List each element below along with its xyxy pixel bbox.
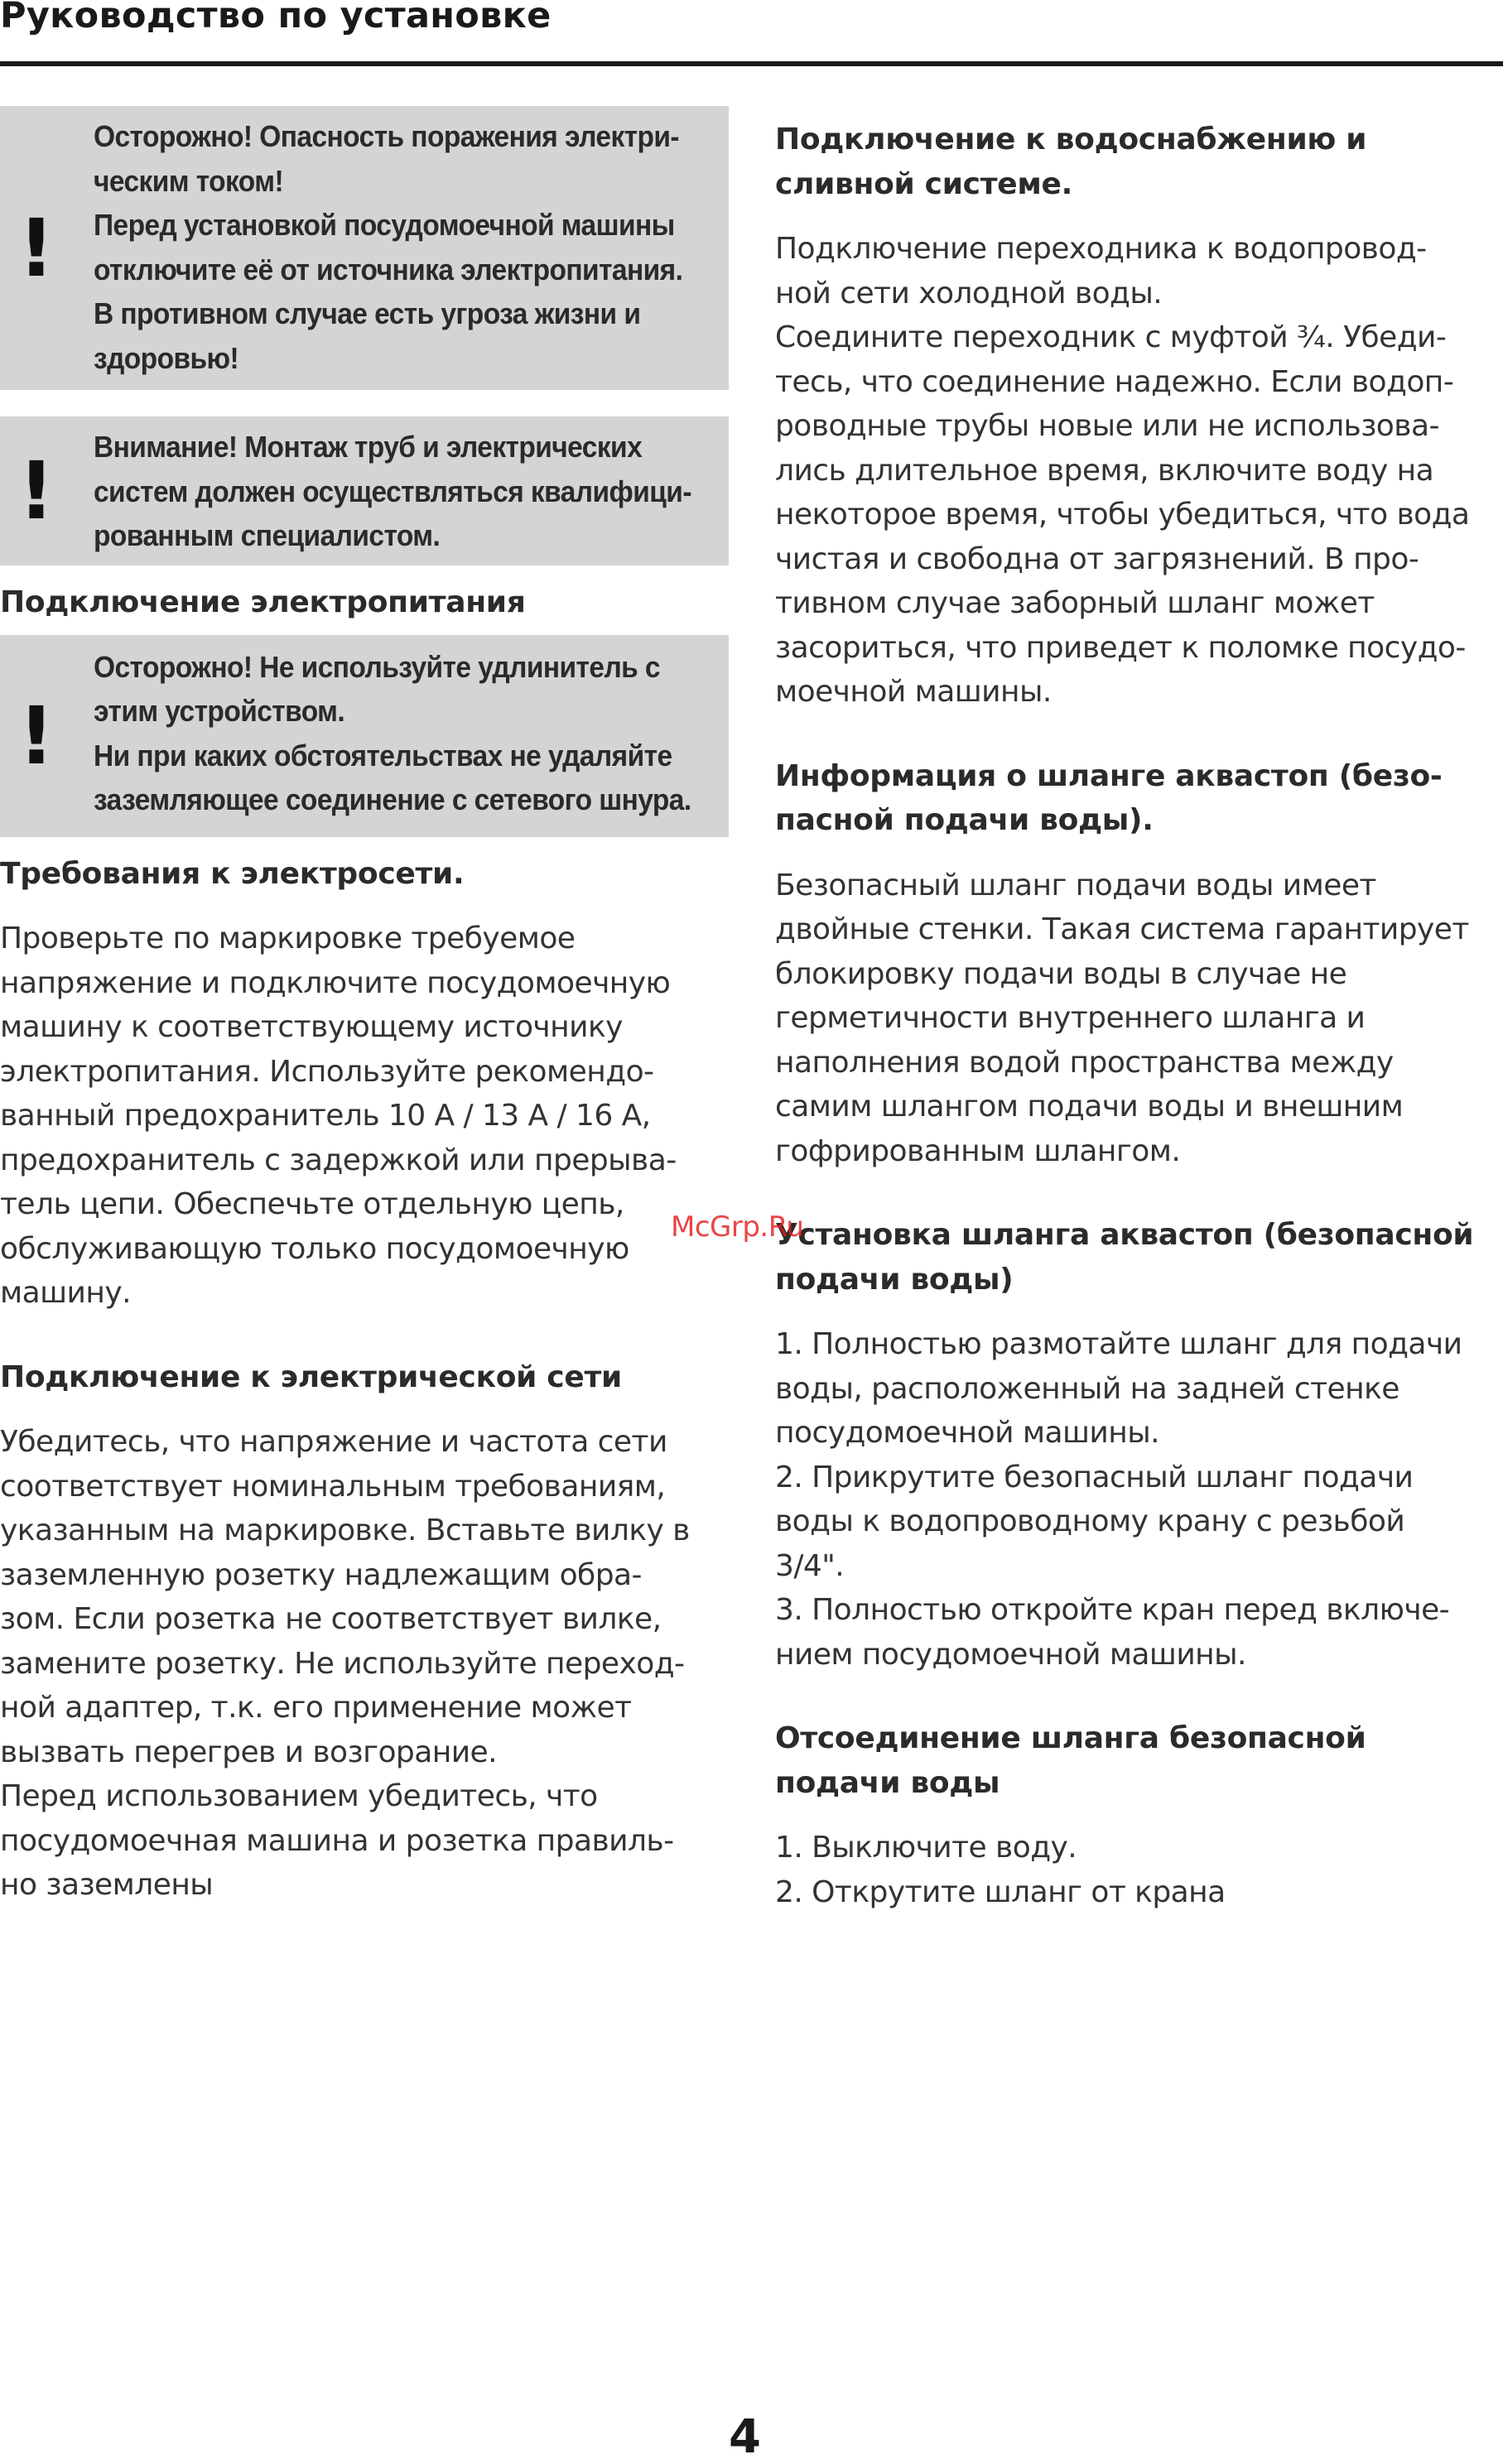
heading-line: Информация о шланге аквастоп (безо- bbox=[775, 758, 1443, 793]
text-line: ной адаптер, т.к. его применение может bbox=[0, 1691, 632, 1725]
text-line: ванный предохранитель 10 A / 13 A / 16 A, bbox=[0, 1099, 651, 1133]
text-line: лись длительное время, включите воду на bbox=[775, 453, 1434, 488]
text-line: указанным на маркировке. Вставьте вилку в bbox=[0, 1514, 690, 1547]
text-line: напряжение и подключите посудомоечную bbox=[0, 965, 671, 1000]
warning-box-electric-shock bbox=[0, 106, 729, 390]
text-line: соответствует номинальным требованиям, bbox=[0, 1469, 666, 1504]
network-paragraph bbox=[0, 1420, 729, 1908]
text-line: 3/4". bbox=[775, 1548, 845, 1583]
warning-line: систем должен осуществляться квалифици- bbox=[94, 474, 691, 508]
text-line: 2. Прикрутите безопасный шланг подачи bbox=[775, 1460, 1414, 1494]
text-line: машину к соответствующему источнику bbox=[0, 1010, 623, 1044]
text-line: герметичности внутреннего шланга и bbox=[775, 1001, 1366, 1035]
text-line: самим шлангом подачи воды и внешним bbox=[775, 1090, 1404, 1124]
requirements-paragraph bbox=[0, 917, 729, 1316]
text-line: чистая и свободна от загрязнений. В про- bbox=[775, 541, 1419, 576]
text-line: роводные трубы новые или не использова- bbox=[775, 409, 1439, 443]
page-title: Руководство по установке bbox=[0, 0, 552, 36]
section-heading-disconnect bbox=[775, 1716, 1503, 1805]
text-line: Проверьте по маркировке требуемое bbox=[0, 922, 576, 955]
text-line: замените розетку. Не используйте переход- bbox=[0, 1646, 685, 1681]
heading-line: Подключение к водоснабжению и bbox=[775, 123, 1367, 156]
warning-line: заземляющее соединение с сетевого шнура. bbox=[94, 782, 691, 816]
exclamation-icon: ! bbox=[18, 201, 55, 295]
text-line: заземленную розетку надлежащим обра- bbox=[0, 1557, 642, 1592]
warning-line: этим устройством. bbox=[94, 694, 345, 728]
warning-line: здоровью! bbox=[94, 340, 239, 375]
text-line: двойные стенки. Такая система гарантирует bbox=[775, 912, 1469, 946]
text-line: посудомоечной машины. bbox=[775, 1416, 1159, 1450]
warning-line: ческим током! bbox=[94, 163, 284, 198]
page-number: 4 bbox=[729, 2410, 761, 2464]
text-line: засориться, что приведет к поломке посудо- bbox=[775, 630, 1466, 665]
text-line: ной сети холодной воды. bbox=[775, 276, 1163, 310]
section-heading-aquastop-install bbox=[775, 1213, 1503, 1302]
warning-box-extension-cord bbox=[0, 635, 729, 837]
warning-line: рованным специалистом. bbox=[94, 518, 441, 552]
text-line: предохранитель с задержкой или прерыва- bbox=[0, 1143, 677, 1177]
text-line: Подключение переходника к водопровод- bbox=[775, 232, 1427, 266]
section-heading-power: Подключение электропитания bbox=[0, 585, 526, 619]
left-column bbox=[0, 106, 729, 1908]
text-line: нием посудомоечной машины. bbox=[775, 1637, 1246, 1672]
warning-line: отключите её от источника электропитания. bbox=[94, 252, 683, 286]
heading-line: подачи воды bbox=[775, 1765, 1000, 1800]
heading-line: подачи воды) bbox=[775, 1262, 1014, 1297]
warning-line: Ни при каких обстоятельствах не удаляйте bbox=[94, 738, 672, 772]
warning-line: Осторожно! Не используйте удлинитель с bbox=[94, 649, 660, 684]
text-line: 2. Открутите шланг от крана bbox=[775, 1874, 1226, 1909]
disconnect-steps bbox=[775, 1826, 1503, 1914]
warning-line: В противном случае есть угроза жизни и bbox=[94, 296, 641, 330]
warning-line: Перед установкой посудомоечной машины bbox=[94, 208, 675, 242]
section-heading-water bbox=[775, 118, 1503, 206]
watermark: McGrp.Ru bbox=[671, 1210, 804, 1244]
text-line: зом. Если розетка не соответствует вилке, bbox=[0, 1602, 662, 1636]
text-line: Безопасный шланг подачи воды имеет bbox=[775, 868, 1376, 902]
text-line: воды к водопроводному крану с резьбой bbox=[775, 1504, 1405, 1538]
text-line: 1. Полностью размотайте шланг для подачи bbox=[775, 1327, 1462, 1361]
text-line: тель цепи. Обеспечьте отдельную цепь, bbox=[0, 1187, 624, 1221]
section-heading-network: Подключение к электрической сети bbox=[0, 1360, 622, 1394]
aquastop-info-paragraph bbox=[775, 864, 1503, 1174]
text-line: некоторое время, чтобы убедиться, что вода bbox=[775, 498, 1470, 532]
exclamation-icon: ! bbox=[18, 689, 55, 782]
text-line: 3. Полностью откройте кран перед включе- bbox=[775, 1593, 1450, 1627]
text-line: вызвать перегрев и возгорание. bbox=[0, 1735, 498, 1769]
section-heading-requirements: Требования к электросети. bbox=[0, 856, 465, 891]
text-line: тивном случае заборный шланг может bbox=[775, 586, 1375, 620]
text-line: Перед использованием убедитесь, что bbox=[0, 1779, 598, 1813]
text-line: наполнения водой пространства между bbox=[775, 1045, 1394, 1080]
exclamation-icon: ! bbox=[18, 445, 55, 537]
heading-line: пасной подачи воды). bbox=[775, 803, 1154, 837]
text-line: тесь, что соединение надежно. Если водоп- bbox=[775, 364, 1454, 399]
water-paragraph bbox=[775, 227, 1503, 715]
text-line: гофрированным шлангом. bbox=[775, 1133, 1181, 1168]
text-line: Убедитесь, что напряжение и частота сети bbox=[0, 1425, 667, 1459]
text-line: 1. Выключите воду. bbox=[775, 1831, 1077, 1865]
page-header bbox=[0, 0, 1503, 66]
text-line: Соедините переходник с муфтой ¾. Убеди- bbox=[775, 320, 1447, 354]
text-line: обслуживающую только посудомоечную bbox=[0, 1231, 629, 1266]
warning-line: Внимание! Монтаж труб и электрических bbox=[94, 430, 643, 464]
heading-line: Установка шланга аквастоп (безопасной bbox=[775, 1218, 1474, 1252]
warning-box-qualified-installer bbox=[0, 416, 729, 565]
text-line: воды, расположенный на задней стенке bbox=[775, 1371, 1399, 1406]
text-line: моечной машины. bbox=[775, 675, 1052, 709]
text-line: посудомоечная машина и розетка правиль- bbox=[0, 1823, 674, 1858]
right-column bbox=[775, 118, 1503, 1914]
warning-line: Осторожно! Опасность поражения электри- bbox=[94, 119, 680, 153]
heading-line: сливной системе. bbox=[775, 166, 1072, 201]
text-line: машину. bbox=[0, 1276, 131, 1310]
text-line: электропитания. Используйте рекомендо- bbox=[0, 1054, 654, 1089]
heading-line: Отсоединение шланга безопасной bbox=[775, 1721, 1366, 1755]
text-line: блокировку подачи воды в случае не bbox=[775, 956, 1347, 991]
aquastop-install-steps bbox=[775, 1322, 1503, 1677]
text-line: но заземлены bbox=[0, 1868, 214, 1902]
section-heading-aquastop-info bbox=[775, 754, 1503, 843]
